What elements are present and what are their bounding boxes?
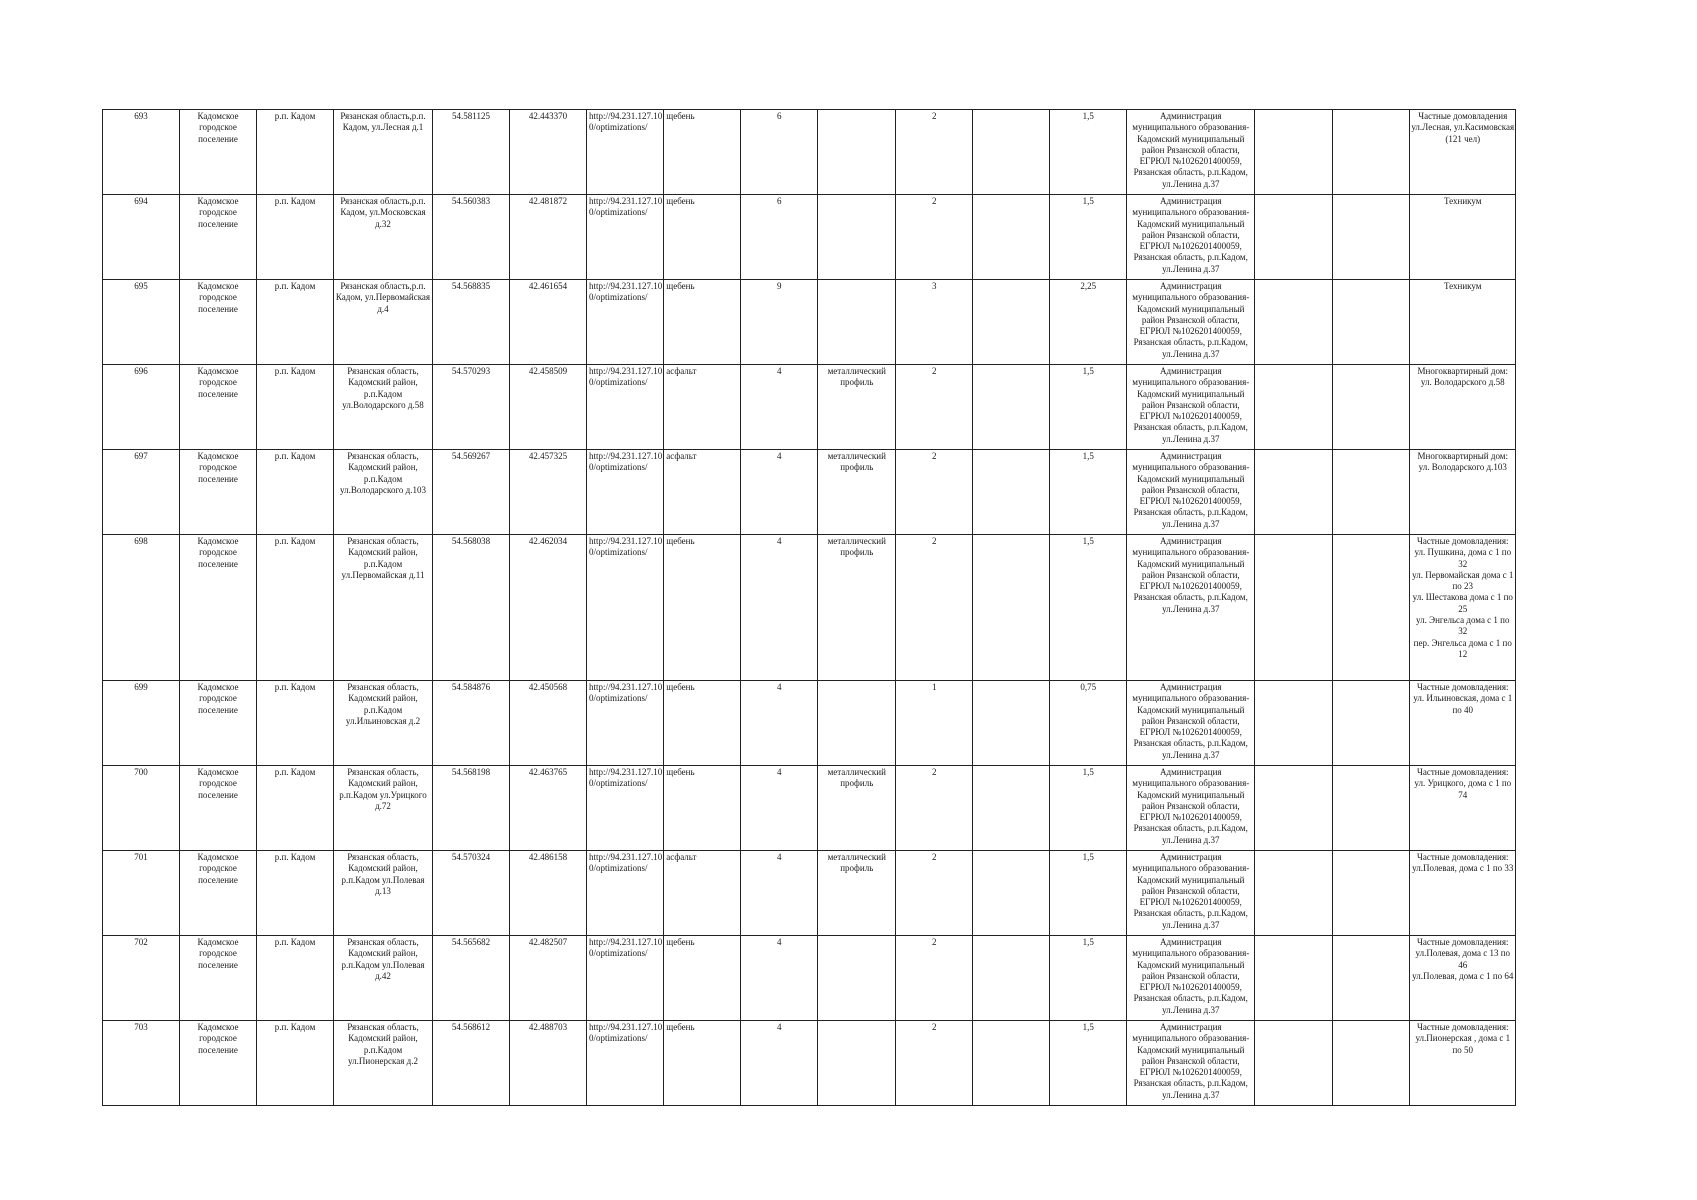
empty-cell [1255,1021,1333,1106]
settlement-cell: Кадомское городское поселение [180,280,257,365]
fence-type-cell [818,681,896,766]
fence-type-cell [818,110,896,195]
owner-cell: Администрация муниципального образования-Кадомский муниципальный район Рязанской области, ЕГРЮЛ №1026201400059, Рязанская область, р.п.Кадом, ул.Ленина д.37 [1127,681,1255,766]
container-volume-cell: 1,5 [1050,195,1127,280]
area-cell: 4 [741,535,818,681]
waste-sources-cell: Многоквартирный дом: ул. Володарского д.103 [1410,450,1516,535]
waste-sources-cell: Техникум [1410,195,1516,280]
empty-cell [1333,936,1410,1021]
row-number-cell: 697 [103,450,180,535]
owner-cell: Администрация муниципального образования-Кадомский муниципальный район Рязанской области, ЕГРЮЛ №1026201400059, Рязанская область, р.п.Кадом, ул.Ленина д.37 [1127,766,1255,851]
address-cell: Рязанская область, Кадомский район, р.п.Кадом ул.Володарского д.103 [334,450,433,535]
table-row [103,936,1516,1021]
container-count-cell: 2 [896,450,973,535]
latitude-cell: 54.569267 [433,450,510,535]
surface-type-cell: щебень [664,936,741,1021]
address-cell: Рязанская область,р.п. Кадом, ул.Лесная д.1 [334,110,433,195]
container-count-cell: 2 [896,1021,973,1106]
locality-cell: р.п. Кадом [257,365,334,450]
map-link-cell[interactable]: http://94.231.127.10 0/optimizations/ [587,110,664,195]
table-row [103,535,1516,681]
locality-cell: р.п. Кадом [257,195,334,280]
empty-cell [1255,936,1333,1021]
address-cell: Рязанская область, Кадомский район, р.п.Кадом ул.Пионерская д.2 [334,1021,433,1106]
fence-type-cell: металлический профиль [818,450,896,535]
fence-type-cell: металлический профиль [818,535,896,681]
latitude-cell: 54.568038 [433,535,510,681]
fence-type-cell: металлический профиль [818,766,896,851]
settlement-cell: Кадомское городское поселение [180,365,257,450]
row-number-cell: 703 [103,1021,180,1106]
locality-cell: р.п. Кадом [257,280,334,365]
surface-type-cell: щебень [664,535,741,681]
settlement-cell: Кадомское городское поселение [180,450,257,535]
table-row [103,280,1516,365]
empty-cell [1333,766,1410,851]
empty-cell [973,766,1050,851]
locality-cell: р.п. Кадом [257,1021,334,1106]
waste-sources-cell: Частные домовладения ул.Лесная, ул.Касимовская (121 чел) [1410,110,1516,195]
longitude-cell: 42.486158 [510,851,587,936]
surface-type-cell: асфальт [664,450,741,535]
latitude-cell: 54.560383 [433,195,510,280]
latitude-cell: 54.568835 [433,280,510,365]
empty-cell [1255,365,1333,450]
empty-cell [973,936,1050,1021]
container-count-cell: 3 [896,280,973,365]
table-row [103,681,1516,766]
settlement-cell: Кадомское городское поселение [180,681,257,766]
empty-cell [973,110,1050,195]
area-cell: 4 [741,450,818,535]
surface-type-cell: щебень [664,766,741,851]
surface-type-cell: асфальт [664,365,741,450]
latitude-cell: 54.565682 [433,936,510,1021]
map-link-cell[interactable]: http://94.231.127.10 0/optimizations/ [587,450,664,535]
area-cell: 4 [741,936,818,1021]
container-volume-cell: 1,5 [1050,1021,1127,1106]
map-link-cell[interactable]: http://94.231.127.10 0/optimizations/ [587,936,664,1021]
waste-sources-cell: Частные домовладения: ул.Полевая, дома с 13 по 46 ул.Полевая, дома с 1 по 64 [1410,936,1516,1021]
longitude-cell: 42.461654 [510,280,587,365]
row-number-cell: 694 [103,195,180,280]
locality-cell: р.п. Кадом [257,851,334,936]
settlement-cell: Кадомское городское поселение [180,195,257,280]
waste-sources-cell: Частные домовладения: ул.Пионерская , дома с 1 по 50 [1410,1021,1516,1106]
container-count-cell: 2 [896,766,973,851]
fence-type-cell: металлический профиль [818,851,896,936]
table-row [103,195,1516,280]
row-number-cell: 696 [103,365,180,450]
empty-cell [1255,535,1333,681]
fence-type-cell [818,280,896,365]
area-cell: 4 [741,1021,818,1106]
container-count-cell: 2 [896,936,973,1021]
address-cell: Рязанская область, Кадомский район, р.п.Кадом ул.Ильиновская д.2 [334,681,433,766]
latitude-cell: 54.568612 [433,1021,510,1106]
empty-cell [1255,450,1333,535]
settlement-cell: Кадомское городское поселение [180,936,257,1021]
empty-cell [1255,280,1333,365]
table-row [103,365,1516,450]
map-link-cell[interactable]: http://94.231.127.10 0/optimizations/ [587,681,664,766]
empty-cell [1255,851,1333,936]
container-volume-cell: 2,25 [1050,280,1127,365]
map-link-cell[interactable]: http://94.231.127.10 0/optimizations/ [587,280,664,365]
owner-cell: Администрация муниципального образования-Кадомский муниципальный район Рязанской области, ЕГРЮЛ №1026201400059, Рязанская область, р.п.Кадом, ул.Ленина д.37 [1127,110,1255,195]
settlement-cell: Кадомское городское поселение [180,1021,257,1106]
longitude-cell: 42.443370 [510,110,587,195]
empty-cell [1333,681,1410,766]
settlement-cell: Кадомское городское поселение [180,766,257,851]
owner-cell: Администрация муниципального образования-Кадомский муниципальный район Рязанской области, ЕГРЮЛ №1026201400059, Рязанская область, р.п.Кадом, ул.Ленина д.37 [1127,280,1255,365]
empty-cell [973,535,1050,681]
longitude-cell: 42.462034 [510,535,587,681]
table-row [103,110,1516,195]
container-volume-cell: 1,5 [1050,450,1127,535]
empty-cell [1333,535,1410,681]
owner-cell: Администрация муниципального образования-Кадомский муниципальный район Рязанской области, ЕГРЮЛ №1026201400059, Рязанская область, р.п.Кадом, ул.Ленина д.37 [1127,936,1255,1021]
empty-cell [973,280,1050,365]
surface-type-cell: щебень [664,280,741,365]
owner-cell: Администрация муниципального образования-Кадомский муниципальный район Рязанской области, ЕГРЮЛ №1026201400059, Рязанская область, р.п.Кадом, ул.Ленина д.37 [1127,365,1255,450]
empty-cell [1333,280,1410,365]
waste-sources-cell: Частные домовладения: ул. Пушкина, дома с 1 по 32 ул. Первомайская дома с 1 по 23 ул. Шестакова дома с 1 по 25 ул. Энгельса дома с 1 по 32 пер. Энгельса дома с 1 по 12 [1410,535,1516,681]
longitude-cell: 42.457325 [510,450,587,535]
container-count-cell: 2 [896,110,973,195]
latitude-cell: 54.568198 [433,766,510,851]
waste-sources-cell: Техникум [1410,280,1516,365]
owner-cell: Администрация муниципального образования-Кадомский муниципальный район Рязанской области, ЕГРЮЛ №1026201400059, Рязанская область, р.п.Кадом, ул.Ленина д.37 [1127,450,1255,535]
area-cell: 4 [741,851,818,936]
empty-cell [973,1021,1050,1106]
empty-cell [1333,110,1410,195]
latitude-cell: 54.581125 [433,110,510,195]
surface-type-cell: щебень [664,195,741,280]
map-link-cell[interactable]: http://94.231.127.10 0/optimizations/ [587,535,664,681]
area-cell: 4 [741,766,818,851]
address-cell: Рязанская область, Кадомский район, р.п.Кадом ул.Володарского д.58 [334,365,433,450]
address-cell: Рязанская область, Кадомский район, р.п.Кадом ул.Полевая д.13 [334,851,433,936]
row-number-cell: 699 [103,681,180,766]
area-cell: 4 [741,365,818,450]
empty-cell [973,450,1050,535]
empty-cell [1333,1021,1410,1106]
surface-type-cell: асфальт [664,851,741,936]
surface-type-cell: щебень [664,681,741,766]
settlement-cell: Кадомское городское поселение [180,851,257,936]
area-cell: 4 [741,681,818,766]
container-count-cell: 1 [896,681,973,766]
empty-cell [1333,365,1410,450]
locality-cell: р.п. Кадом [257,110,334,195]
table-row [103,766,1516,851]
container-count-cell: 2 [896,195,973,280]
empty-cell [973,195,1050,280]
registry-table [102,109,1516,1106]
address-cell: Рязанская область, Кадомский район, р.п.Кадом ул.Урицкого д.72 [334,766,433,851]
empty-cell [1333,450,1410,535]
surface-type-cell: щебень [664,1021,741,1106]
row-number-cell: 698 [103,535,180,681]
longitude-cell: 42.488703 [510,1021,587,1106]
owner-cell: Администрация муниципального образования-Кадомский муниципальный район Рязанской области, ЕГРЮЛ №1026201400059, Рязанская область, р.п.Кадом, ул.Ленина д.37 [1127,851,1255,936]
empty-cell [1255,195,1333,280]
map-link-cell[interactable]: http://94.231.127.10 0/optimizations/ [587,1021,664,1106]
waste-sources-cell: Многоквартирный дом: ул. Володарского д.58 [1410,365,1516,450]
fence-type-cell [818,1021,896,1106]
surface-type-cell: щебень [664,110,741,195]
owner-cell: Администрация муниципального образования-Кадомский муниципальный район Рязанской области, ЕГРЮЛ №1026201400059, Рязанская область, р.п.Кадом, ул.Ленина д.37 [1127,535,1255,681]
empty-cell [1255,681,1333,766]
row-number-cell: 700 [103,766,180,851]
longitude-cell: 42.458509 [510,365,587,450]
table-row [103,851,1516,936]
container-volume-cell: 1,5 [1050,535,1127,681]
owner-cell: Администрация муниципального образования-Кадомский муниципальный район Рязанской области, ЕГРЮЛ №1026201400059, Рязанская область, р.п.Кадом, ул.Ленина д.37 [1127,195,1255,280]
address-cell: Рязанская область, Кадомский район, р.п.Кадом ул.Полевая д.42 [334,936,433,1021]
latitude-cell: 54.570324 [433,851,510,936]
container-volume-cell: 1,5 [1050,110,1127,195]
longitude-cell: 42.482507 [510,936,587,1021]
settlement-cell: Кадомское городское поселение [180,110,257,195]
container-count-cell: 2 [896,535,973,681]
address-cell: Рязанская область,р.п. Кадом, ул.Московская д.32 [334,195,433,280]
row-number-cell: 693 [103,110,180,195]
empty-cell [1333,851,1410,936]
container-volume-cell: 1,5 [1050,365,1127,450]
longitude-cell: 42.463765 [510,766,587,851]
row-number-cell: 701 [103,851,180,936]
table-row [103,1021,1516,1106]
row-number-cell: 702 [103,936,180,1021]
address-cell: Рязанская область, Кадомский район, р.п.Кадом ул.Первомайская д.11 [334,535,433,681]
area-cell: 6 [741,110,818,195]
locality-cell: р.п. Кадом [257,535,334,681]
owner-cell: Администрация муниципального образования-Кадомский муниципальный район Рязанской области, ЕГРЮЛ №1026201400059, Рязанская область, р.п.Кадом, ул.Ленина д.37 [1127,1021,1255,1106]
settlement-cell: Кадомское городское поселение [180,535,257,681]
empty-cell [973,365,1050,450]
latitude-cell: 54.584876 [433,681,510,766]
empty-cell [973,851,1050,936]
fence-type-cell [818,195,896,280]
area-cell: 6 [741,195,818,280]
area-cell: 9 [741,280,818,365]
container-volume-cell: 0,75 [1050,681,1127,766]
locality-cell: р.п. Кадом [257,681,334,766]
container-volume-cell: 1,5 [1050,766,1127,851]
waste-sources-cell: Частные домовладения: ул. Ильиновская, дома с 1 по 40 [1410,681,1516,766]
locality-cell: р.п. Кадом [257,450,334,535]
latitude-cell: 54.570293 [433,365,510,450]
locality-cell: р.п. Кадом [257,766,334,851]
table-row [103,450,1516,535]
map-link-cell[interactable]: http://94.231.127.10 0/optimizations/ [587,851,664,936]
row-number-cell: 695 [103,280,180,365]
container-count-cell: 2 [896,365,973,450]
container-volume-cell: 1,5 [1050,936,1127,1021]
empty-cell [1255,766,1333,851]
container-count-cell: 2 [896,851,973,936]
waste-sources-cell: Частные домовладения: ул. Урицкого, дома с 1 по 74 [1410,766,1516,851]
map-link-cell[interactable]: http://94.231.127.10 0/optimizations/ [587,195,664,280]
locality-cell: р.п. Кадом [257,936,334,1021]
map-link-cell[interactable]: http://94.231.127.10 0/optimizations/ [587,766,664,851]
map-link-cell[interactable]: http://94.231.127.10 0/optimizations/ [587,365,664,450]
empty-cell [973,681,1050,766]
waste-sources-cell: Частные домовладения: ул.Полевая, дома с 1 по 33 [1410,851,1516,936]
container-volume-cell: 1,5 [1050,851,1127,936]
address-cell: Рязанская область,р.п. Кадом, ул.Первомайская д.4 [334,280,433,365]
empty-cell [1333,195,1410,280]
empty-cell [1255,110,1333,195]
fence-type-cell [818,936,896,1021]
longitude-cell: 42.481872 [510,195,587,280]
longitude-cell: 42.450568 [510,681,587,766]
fence-type-cell: металлический профиль [818,365,896,450]
